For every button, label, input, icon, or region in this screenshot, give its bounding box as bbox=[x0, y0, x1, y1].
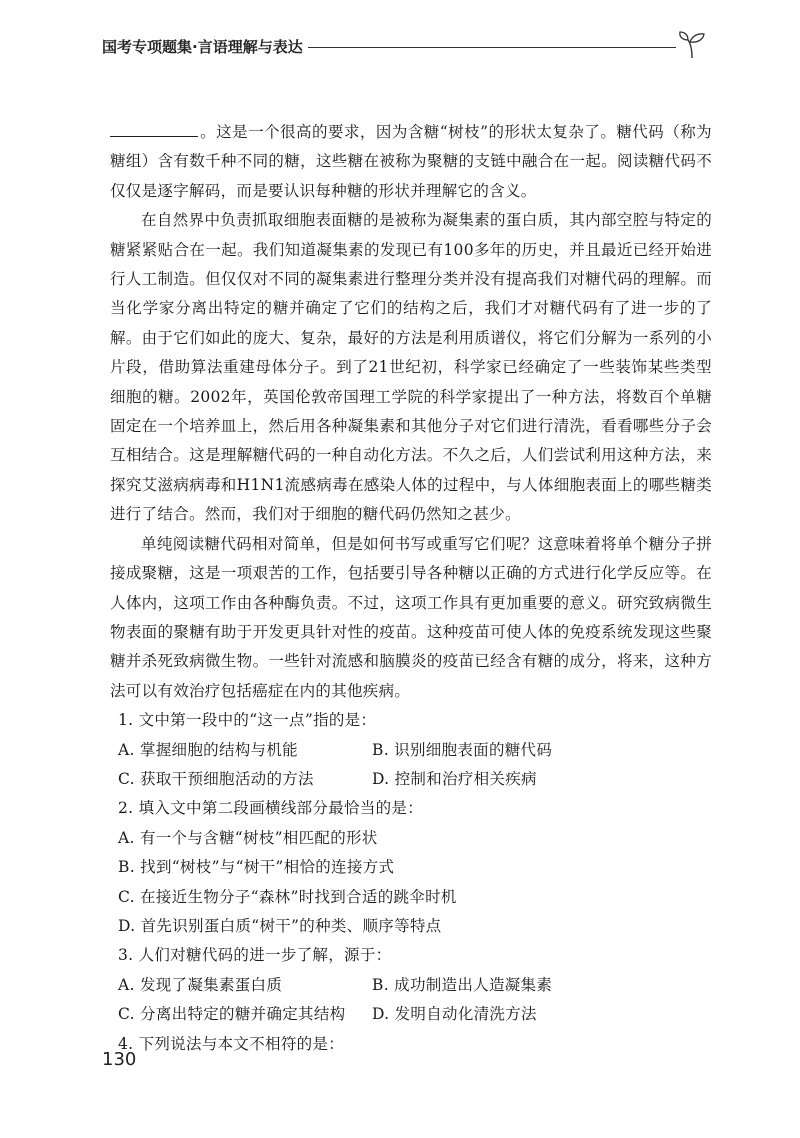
option-1c: C. 获取干预细胞活动的方法 bbox=[118, 769, 314, 788]
question-1-options-row-2 bbox=[110, 765, 712, 794]
option-3d: D. 发明自动化清洗方法 bbox=[372, 1005, 537, 1024]
option-2d: D. 首先识别蛋白质“树干”的种类、顺序等特点 bbox=[118, 916, 442, 935]
question-2: 2. 填入文中第二段画横线部分最恰当的是： bbox=[118, 799, 424, 818]
option-3b: B. 成功制造出人造凝集素 bbox=[372, 975, 553, 994]
fill-in-blank bbox=[110, 135, 198, 137]
option-1a: A. 掌握细胞的结构与机能 bbox=[118, 740, 298, 759]
option-2c: C. 在接近生物分子“森林”时找到合适的跳伞时机 bbox=[118, 887, 457, 906]
question-1: 1. 文中第一段中的“这一点”指的是： bbox=[118, 711, 377, 730]
option-1b: B. 识别细胞表面的糖代码 bbox=[372, 740, 553, 759]
paragraph-2: 在自然界中负责抓取细胞表面糖的是被称为凝集素的蛋白质，其内部空腔与特定的糖紧紧贴合在一起。我们知道凝集素的发现已有100多年的历史，并且最近已经开始进行人工制造。但仅仅对不同的凝集素进行整理分类并没有提高我们对糖代码的理解。而当化学家分离出特定的糖并确定了它们的结构之后，我们才对糖代码有了进一步的了解。由于它们如此的庞大、复杂，最好的方法是利用质谱仪，将它们分解为一系列的小片段，借助算法重建母体分子。到了21世纪初，科学家已经确定了一些装饰某些类型细胞的糖。2002年，英国伦敦帝国理工学院的科学家提出了一种方法，将数百个单糖固定在一个培养皿上，然后用各种凝集素和其他分子对它们进行清洗，看看哪些分子会互相结合。这是理解糖代码的一种自动化方法。不久之后，人们尝试利用这种方法，来探究艾滋病病毒和H1N1流感病毒在感染人体的过程中，与人体细胞表面上的哪些糖类进行了结合。然而，我们对于细胞的糖代码仍然知之甚少。 bbox=[110, 211, 712, 524]
option-1d: D. 控制和治疗相关疾病 bbox=[372, 769, 537, 788]
running-header bbox=[102, 30, 702, 60]
paragraph-1-text: 。这是一个很高的要求，因为含糖“树枝”的形状太复杂了。糖代码（称为糖组）含有数千种不同的糖，这些糖在被称为聚糖的支链中融合在一起。阅读糖代码不仅仅是逐字解码，而是要认识每种糖的形状并理解它的含义。 bbox=[110, 123, 712, 200]
option-3c: C. 分离出特定的糖并确定其结构 bbox=[118, 1005, 346, 1024]
sprout-icon bbox=[676, 30, 708, 60]
question-4: 4. 下列说法与本文不相符的是： bbox=[118, 1034, 345, 1053]
header-rule bbox=[308, 47, 676, 48]
question-3-options-row-1 bbox=[110, 971, 712, 1000]
option-2a: A. 有一个与含糖“树枝”相匹配的形状 bbox=[118, 828, 378, 847]
question-1-options-row-1 bbox=[110, 736, 712, 765]
option-3a: A. 发现了凝集素蛋白质 bbox=[118, 975, 283, 994]
question-3-options-row-2 bbox=[110, 1000, 712, 1029]
article-body bbox=[110, 118, 712, 1059]
header-title: 国考专项题集·言语理解与表达 bbox=[102, 38, 303, 56]
page-number: 130 bbox=[102, 1049, 137, 1070]
question-3: 3. 人们对糖代码的进一步了解，源于： bbox=[118, 946, 392, 965]
option-2b: B. 找到“树枝”与“树干”相恰的连接方式 bbox=[118, 858, 395, 877]
paragraph-1 bbox=[110, 118, 712, 206]
paragraph-3: 单纯阅读糖代码相对简单，但是如何书写或重写它们呢？这意味着将单个糖分子拼接成聚糖，这是一项艰苦的工作，包括要引导各种糖以正确的方式进行化学反应等。在人体内，这项工作由各种酶负责。不过，这项工作具有更加重要的意义。研究致病微生物表面的聚糖有助于开发更具针对性的疫苗。这种疫苗可使人体的免疫系统发现这些聚糖并杀死致病微生物。一些针对流感和脑膜炎的疫苗已经含有糖的成分，将来，这种方法可以有效治疗包括癌症在内的其他疾病。 bbox=[110, 534, 712, 700]
